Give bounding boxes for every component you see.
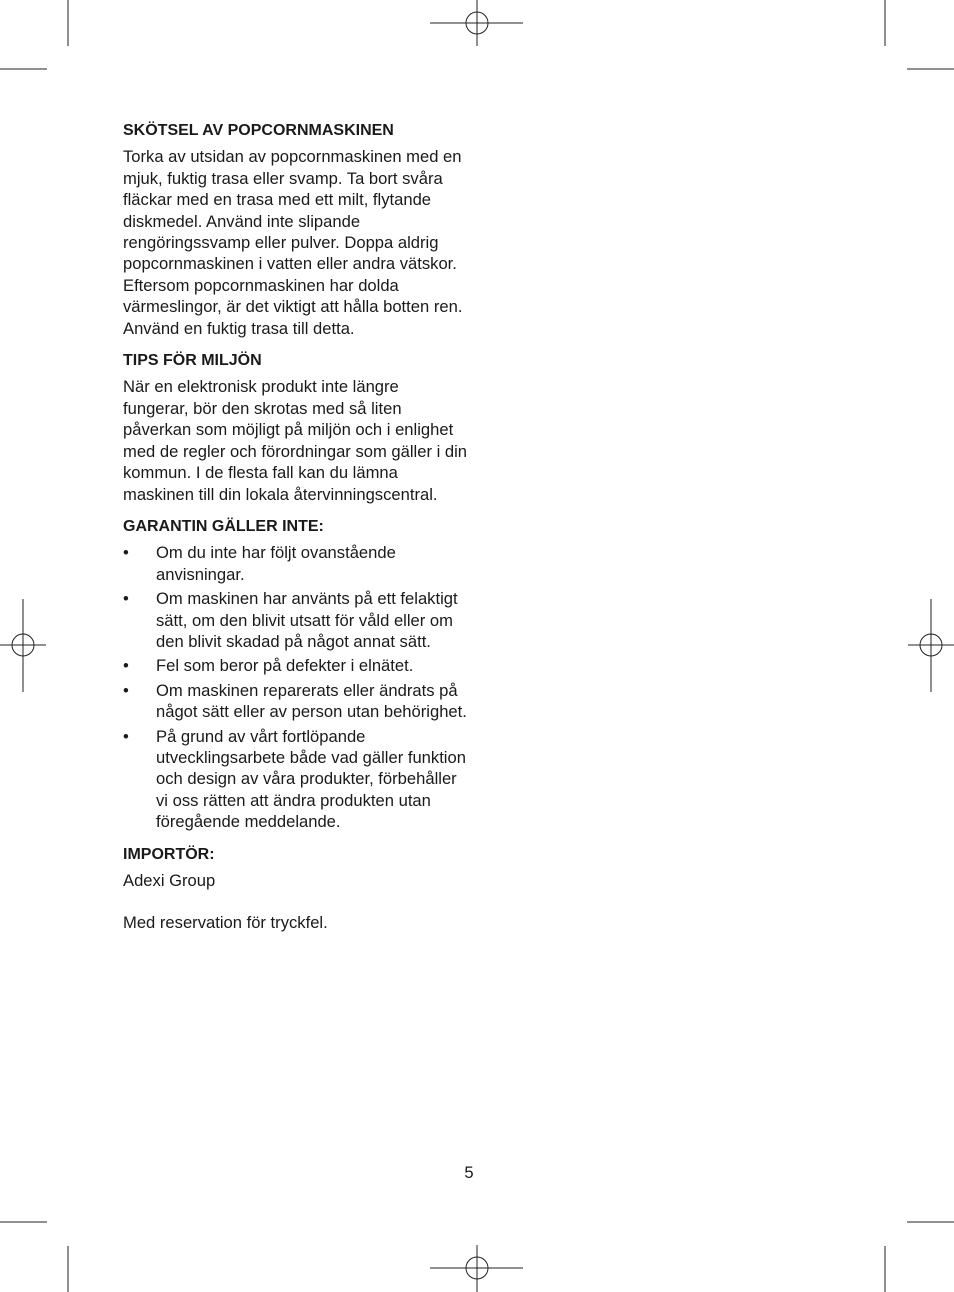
page-number: 5 (464, 1163, 474, 1182)
list-item-text: På grund av vårt fortlöpande utvecklingsarbete både vad gäller funktion och design av våra produkter, förbehåller vi oss rätten att ändra produkten utan föregående meddelande. (156, 726, 466, 832)
care-paragraph-1: Torka av utsidan av popcornmaskinen med en mjuk, fuktig trasa eller svamp. Ta bort svåra fläckar med en trasa med ett milt, flytande diskmedel. Använd inte slipande rengöringssvamp eller pulver. Doppa aldrig popcornmaskinen i vatten eller andra vätskor. (123, 147, 462, 274)
bullet-icon: • (123, 726, 129, 746)
list-item (123, 726, 468, 833)
registration-mark-bottom (430, 1245, 523, 1292)
list-item (123, 542, 468, 585)
warranty-section (123, 516, 468, 833)
bullet-icon: • (123, 680, 129, 700)
care-section (123, 120, 468, 339)
list-item-text: Om maskinen har använts på ett felaktigt sätt, om den blivit utsatt för våld eller om den blivit skadad på något annat sätt. (156, 589, 458, 651)
list-item-text: Om maskinen reparerats eller ändrats på något sätt eller av person utan behörighet. (156, 680, 467, 722)
bullet-icon: • (123, 589, 129, 609)
disclaimer-text: Med reservation för tryckfel. (123, 913, 328, 933)
list-item (123, 588, 468, 652)
bullet-icon: • (123, 543, 129, 563)
registration-mark-left (0, 599, 46, 692)
list-item-text: Fel som beror på defekter i elnätet. (156, 656, 414, 676)
warranty-heading: GARANTIN GÄLLER INTE: (123, 517, 324, 535)
list-item (123, 655, 468, 676)
importer-heading: IMPORTÖR: (123, 845, 215, 863)
environment-paragraph: När en elektronisk produkt inte längre fungerar, bör den skrotas med så liten påverkan som möjligt på miljön och i enlighet med de regler och förordningar som gäller i din kommun. I de flesta fall kan du lämna maskinen till din lokala återvinningscentral. (123, 377, 468, 504)
importer-name: Adexi Group (123, 871, 216, 890)
environment-heading: TIPS FÖR MILJÖN (123, 352, 262, 370)
registration-mark-top (430, 0, 523, 46)
care-heading: SKÖTSEL AV POPCORNMASKINEN (123, 122, 394, 139)
warranty-list (123, 542, 468, 832)
list-item (123, 680, 468, 723)
list-item-text: Om du inte har följt ovanstående anvisningar. (156, 543, 396, 584)
environment-section (123, 350, 468, 505)
bullet-icon: • (123, 656, 129, 676)
care-paragraph-2: Eftersom popcornmaskinen har dolda värmeslingor, är det viktigt att hålla botten ren. Använd en fuktig trasa till detta. (123, 275, 463, 338)
registration-mark-right (908, 599, 954, 692)
importer-section (123, 844, 468, 934)
document-body (123, 120, 468, 934)
